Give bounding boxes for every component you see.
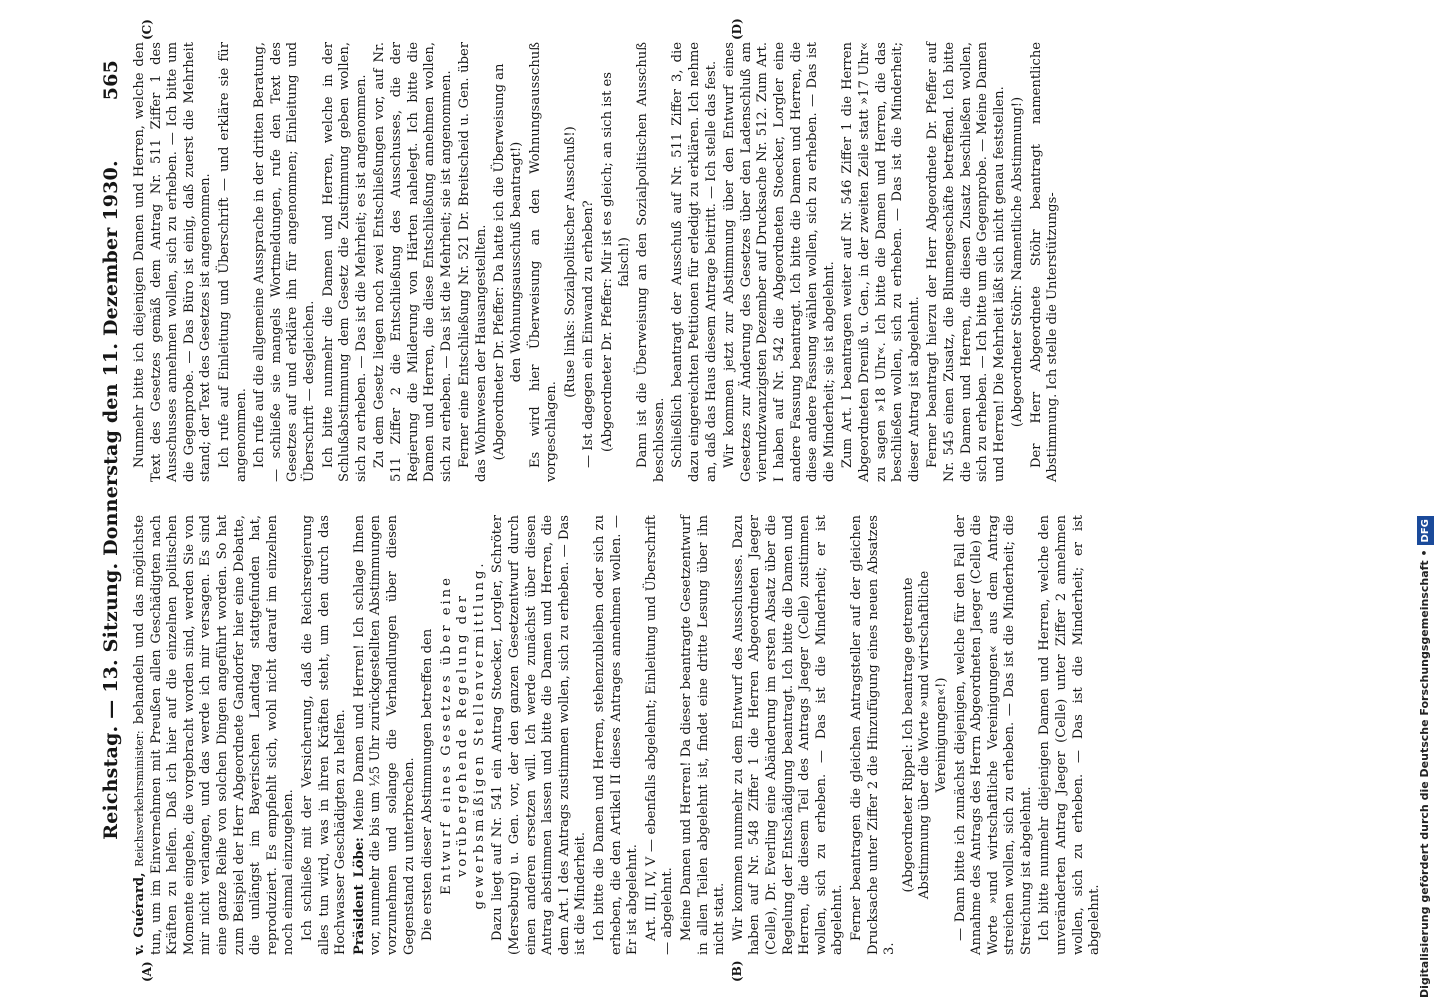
margin-mark-b: (B) bbox=[730, 960, 744, 982]
interjection: (Ruse links: Sozialpolitischer Ausschuß!) bbox=[562, 126, 578, 398]
paragraph: Ferner eine Entschließung Nr. 521 Dr. Breitscheid u. Gen. über das Wohnwesen der Hausangestellten. bbox=[457, 42, 489, 482]
header-title: Reichstag. — 13. Sitzung. Donnerstag den 11. Dezember 1930. bbox=[100, 160, 122, 840]
paragraph: Ferner beantragen die gleichen Antragsteller auf der gleichen Drucksache unter Ziffer 2 die Hinzufügung eines neuen Absatzes 3. bbox=[848, 515, 898, 955]
paragraph: Dann ist die Überweisung an den Sozialpolitischen Ausschuß beschlossen. bbox=[635, 42, 667, 482]
bill-title: Entwurf eines Gesetzes über eine vorübergehende Regelung der gewerbsmäßigen Stellenvermittlung. bbox=[438, 560, 487, 910]
margin-mark-d: (D) bbox=[730, 18, 744, 40]
paragraph: Schließlich beantragt der Ausschuß auf Nr. 511 Ziffer 3, die dazu eingereichten Petitionen für erledigt zu erklären. Ich nehme an, daß das Haus diesem Antrage beitritt. — Ich stelle das fest. bbox=[670, 42, 719, 482]
credit-strip bbox=[1412, 8, 1434, 998]
paragraph: Wir kommen jetzt zur Abstimmung über den Entwurf eines Gesetzes zur Änderung des Gesetzes über den Ladenschluß am vierundzwanzigsten Dezember auf Drucksache Nr. 512. Zum Art. I haben auf Nr. 542 die Abgeordneten Stoecker, Lorgler eine andere Fassung beantragt. Ich bitte die Damen und Herren, die diese andere Fassung wählen wollen, sich zu erheben. — Das ist die Minderheit; sie ist abgelehnt. bbox=[722, 42, 837, 482]
right-column bbox=[132, 42, 1064, 482]
speaker-paragraph bbox=[352, 515, 418, 955]
paragraph: Es wird hier Überweisung an den Wohnungsausschuß vorgeschlagen. bbox=[527, 42, 560, 482]
paragraph: Wir kommen nunmehr zu dem Entwurf des Ausschusses. Dazu haben auf Nr. 548 Ziffer 1 die Herren Abgeordneten Jaeger (Celle), Dr. Everling eine Abänderung im ersten Absatz über die Regelung der Entschädigung beantragt. Ich bitte die Damen und Herren, die diesem Teil des Antrags Jaeger (Celle) zustimmen wollen, sich zu erheben. — Das ist die Minderheit; er ist abgelehnt. bbox=[730, 515, 846, 955]
paragraph: Nunmehr bitte ich diejenigen Damen und Herren, welche den Text des Gesetzes gemäß dem Antrag Nr. 511 Ziffer 1 des Ausschusses annehmen wollen, sich zu erheben. — Ich bitte um die Gegenprobe. — Das Büro ist einig, daß zuerst die Mehrheit stand; der Text des Gesetzes ist angenommen. bbox=[132, 42, 214, 482]
paragraph: Meine Damen und Herren! Da dieser beantragte Gesetzentwurf in allen Teilen abgelehnt ist, findet eine dritte Lesung über ihn nicht statt. bbox=[679, 515, 728, 955]
interjection: (Abgeordneter Stöhr: Namentliche Abstimmung!) bbox=[1010, 96, 1026, 428]
interjection: (Abgeordneter Dr. Pfeffer: Mir ist es gleich; an sich ist es falsch!) bbox=[600, 72, 632, 453]
paragraph: Art. III, IV, V — ebenfalls abgelehnt; Einleitung und Überschrift — abgelehnt. bbox=[643, 515, 676, 955]
interjection: (Abgeordneter Rippel: Ich beantrage getrennte Abstimmung über die Worte »und wirtschaftliche Vereinigungen«!) bbox=[900, 570, 949, 900]
paragraph: — Dann bitte ich zunächst diejenigen, welche für den Fall der Annahme des Antrags des Herrn Abgeordneten Jaeger (Celle) die Worte »und wirtschaftliche Vereinigungen« aus dem Antrag streichen wollen, sich zu erheben. — Das ist die Minderheit; die Streichung ist abgelehnt. bbox=[952, 515, 1034, 955]
margin-mark-a: (A) bbox=[140, 961, 154, 982]
speech-text: behandeln und das möglichste tun, um im Einvernehmen mit Preußen allen Geschädigten nach Kräften zu helfen. Daß ich hier auf die einzelnen politischen Momente eingehe, die vorgebracht worden sind, werden Sie von mir nicht verlangen, und das werde ich mir versagen. Es sind eine ganze Reihe von solchen Dingen angeführt worden. So hat zum Beispiel der Herr Abgeordnete Gandorfer hier eine Debatte, die unlängst im Bayerischen Landtag stattgefunden hat, reproduziert. Es empfiehlt sich, wohl nicht darauf im einzelnen noch einmal einzugehen. bbox=[132, 514, 297, 955]
left-column bbox=[132, 515, 1106, 955]
speaker-role: Reichsverkehrsminister: bbox=[133, 730, 146, 873]
interjection: (Abgeordneter Dr. Pfeffer: Da hatte ich die Überweisung an den Wohnungsausschuß beantragt!) bbox=[492, 63, 525, 461]
paragraph: Dazu liegt auf Nr. 541 ein Antrag Stoecker, Lorgler, Schröter (Merseburg) u. Gen. vor, der den ganzen Gesetzentwurf durch einen anderen ersetzen will. Ich werde zunächst über diesen Antrag abstimmen lassen und bitte die Damen und Herren, die dem Art. I des Antrags zustimmen wollen, sich zu erheben. — Das ist die Minderheit. bbox=[490, 515, 589, 955]
paragraph: Ich bitte die Damen und Herren, stehenzubleiben oder sich zu erheben, die den Artikel II dieses Antrages annehmen wollen. — Er ist abgelehnt. bbox=[592, 515, 641, 955]
paragraph: Ich schließe mit der Versicherung, daß die Reichsregierung alles tun wird, was in ihren Kräften steht, um den durch das Hochwasser Geschädigten zu helfen. bbox=[299, 515, 349, 955]
speech-text: Meine Damen und Herren! Ich schlage Ihnen vor, nunmehr die bis um ½5 Uhr zurückgestellten Abstimmungen vorzunehmen und solange die Verhandlungen über diesen Gegenstand zu unterbrechen. bbox=[351, 515, 417, 955]
paragraph: — Ist dagegen ein Einwand zu erheben? bbox=[581, 200, 597, 468]
credit-label: Digitalisierung gefördert durch die Deutsche Forschungsgemeinschaft • bbox=[1418, 549, 1431, 998]
paragraph: Ich rufe auf die allgemeine Aussprache in der dritten Beratung, — schließe sie mangels Wortmeldungen, rufe den Text des Gesetzes auf und erkläre ihn für angenommen; Einleitung und Überschrift — desgleichen. bbox=[252, 42, 317, 482]
speaker-paragraph bbox=[132, 515, 298, 955]
dfg-logo: DFG bbox=[1417, 516, 1434, 545]
margin-mark-c: (C) bbox=[140, 19, 154, 40]
page-number: 565 bbox=[100, 60, 122, 101]
paragraph: Zum Art. I beantragen weiter auf Nr. 546 Ziffer 1 die Herren Abgeordneten Dreniß u. Gen., in der zweiten Zeile statt »17 Uhr« zu sagen »18 Uhr«. Ich bitte die Damen und Herren, die das beschließen wollen, sich zu erheben. — Das ist die Minderheit; dieser Antrag ist abgelehnt. bbox=[840, 42, 922, 482]
paragraph: Ich bitte nunmehr die Damen und Herren, welche in der Schlußabstimmung dem Gesetz die Zustimmung geben wollen, sich zu erheben. — Das ist die Mehrheit; es ist angenommen. bbox=[320, 42, 369, 482]
speaker-name: Präsident Löbe: bbox=[351, 837, 367, 955]
paragraph: Die ersten dieser Abstimmungen betreffen den bbox=[420, 628, 436, 941]
paragraph: Ferner beantragt hierzu der Herr Abgeordnete Dr. Pfeffer auf Nr. 545 einen Zusatz, die Blumengeschäfte betreffend. Ich bitte die Damen und Herren, die diesen Zusatz beschließen wollen, sich zu erheben. — Ich bitte um die Gegenprobe. — Meine Damen und Herren! Die Mehrheit läßt sich nicht genau feststellen. bbox=[925, 42, 1007, 482]
paragraph: Ich bitte nunmehr diejenigen Damen und Herren, welche den unveränderten Antrag Jaeger (Celle) unter Ziffer 2 annehmen wollen, sich zu erheben. — Das ist die Minderheit; er ist abgelehnt. bbox=[1037, 515, 1103, 955]
credit-text bbox=[1416, 8, 1434, 998]
speaker-name: v. Guérard, bbox=[132, 872, 147, 955]
paragraph: Ich rufe auf Einleitung und Überschrift — und erkläre sie für angenommen. bbox=[216, 42, 249, 482]
page-header bbox=[100, 60, 130, 940]
rotated-page bbox=[90, 0, 1300, 1000]
paragraph: Der Herr Abgeordnete Stöhr beantragt namentliche Abstimmung. Ich stelle die Unterstützungs- bbox=[1028, 42, 1061, 482]
paragraph: Zu dem Gesetz liegen noch zwei Entschließungen vor, auf Nr. 511 Ziffer 2 die Entschließung des Ausschusses, die der Regierung die Milderung von Härten nahelegt. Ich bitte die Damen und Herren, die diese Entschließung annehmen wollen, sich zu erheben. — Das ist die Mehrheit; sie ist angenommen. bbox=[372, 42, 454, 482]
